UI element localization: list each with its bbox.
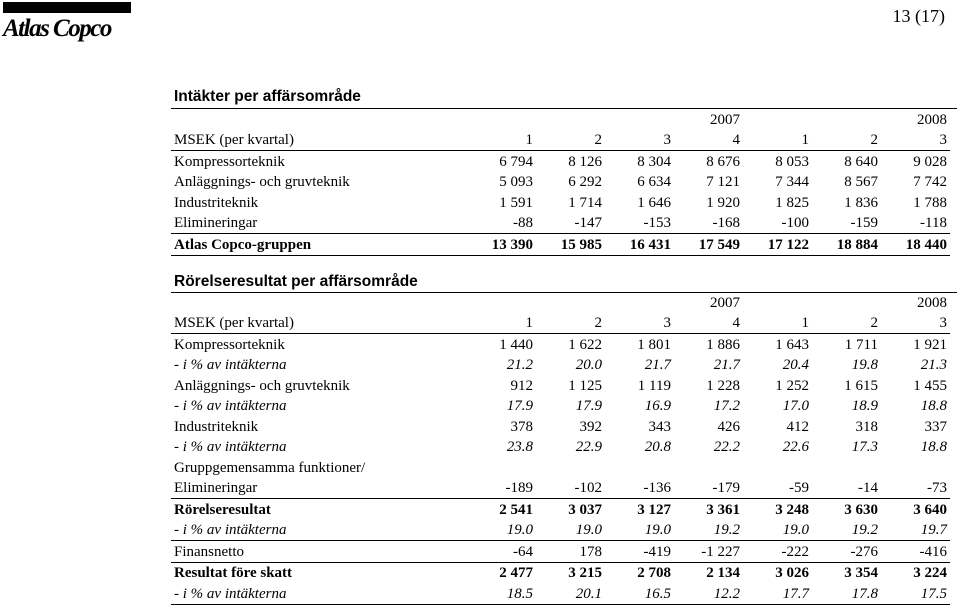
table-cell: 2 134 — [706, 565, 740, 581]
table-cell: -102 — [574, 480, 602, 496]
table-cell: 7 344 — [775, 174, 809, 190]
total-row — [171, 234, 950, 256]
table-cell: 23.8 — [506, 439, 533, 455]
revenue-table — [171, 109, 950, 256]
table-cell: 17.2 — [713, 398, 740, 414]
operating-profit-table — [171, 292, 950, 605]
table-cell: 1 440 — [499, 336, 533, 353]
year-cell — [536, 109, 605, 130]
table-cell: -118 — [920, 215, 947, 231]
table-cell: -222 — [743, 541, 812, 563]
table-cell: 3 224 — [913, 565, 947, 581]
header-cell: 1 — [743, 130, 812, 151]
table-cell: 343 — [648, 418, 671, 435]
table-cell: 1 714 — [568, 194, 602, 211]
section-title-operating-profit: Rörelseresultat per affärsområde — [174, 273, 418, 290]
table-row — [171, 375, 950, 396]
table-cell: -73 — [927, 480, 947, 496]
header-cell: 2 — [812, 313, 881, 334]
year-row — [171, 292, 950, 313]
table-cell: 1 622 — [568, 336, 602, 353]
year-cell — [171, 292, 467, 313]
year-row — [171, 109, 950, 130]
page-number: 13 (17) — [892, 6, 945, 26]
table-cell: 17.5 — [881, 583, 950, 604]
header-cell: 2 — [812, 130, 881, 151]
row-label: Elimineringar — [174, 480, 258, 496]
row-label: Finansnetto — [171, 541, 467, 563]
table-cell — [881, 457, 950, 478]
table-cell: 17.9 — [575, 398, 602, 414]
header-cell: 3 — [605, 130, 674, 151]
table-cell: 2 708 — [637, 565, 671, 581]
table-cell: 3 215 — [568, 565, 602, 581]
row-label: Anläggnings- och gruvteknik — [174, 174, 350, 190]
table-cell — [812, 457, 881, 478]
table-cell: 8 640 — [844, 153, 878, 170]
year-cell — [812, 292, 881, 313]
table-cell: 7 742 — [913, 174, 947, 190]
table-row — [171, 457, 950, 478]
table-row — [171, 213, 950, 234]
table-cell: 3 248 — [743, 499, 812, 520]
table-row — [171, 172, 950, 193]
row-label: - i % av intäkterna — [174, 357, 287, 373]
table-cell: 8 053 — [775, 153, 809, 170]
table-cell: 18.8 — [920, 398, 947, 414]
table-row — [171, 478, 950, 499]
table-cell: 318 — [855, 418, 878, 435]
row-label: Anläggnings- och gruvteknik — [174, 377, 350, 394]
table-cell: 6 292 — [568, 174, 602, 190]
table-cell: -136 — [643, 480, 671, 496]
table-cell: 19.0 — [605, 520, 674, 541]
table-cell: 3 037 — [536, 499, 605, 520]
percent-row — [171, 355, 950, 376]
table-cell: 5 093 — [499, 174, 533, 190]
header-cell: 2 — [536, 130, 605, 151]
header-cell: 4 — [674, 130, 743, 151]
table-cell: 8 676 — [706, 153, 740, 170]
year-cell — [467, 292, 536, 313]
table-cell: 18.8 — [920, 439, 947, 455]
year-cell — [467, 109, 536, 130]
header-row — [171, 313, 950, 334]
table-cell: 8 304 — [637, 153, 671, 170]
table-cell: 18 440 — [881, 234, 950, 256]
header-cell: 3 — [881, 130, 950, 151]
table-cell: -64 — [467, 541, 536, 563]
atlas-copco-logo — [3, 2, 131, 46]
table-cell: 19.8 — [851, 357, 878, 373]
row-label: Elimineringar — [174, 215, 258, 231]
table-cell: 22.6 — [782, 439, 809, 455]
table-cell: -1 227 — [674, 541, 743, 563]
table-cell: 19.0 — [743, 520, 812, 541]
table-cell: 17.0 — [782, 398, 809, 414]
table-cell: 1 921 — [913, 336, 947, 353]
year-cell: 2008 — [917, 111, 947, 128]
table-cell: 13 390 — [467, 234, 536, 256]
header-cell: 3 — [605, 313, 674, 334]
table-cell: 3 127 — [605, 499, 674, 520]
table-cell: 15 985 — [536, 234, 605, 256]
table-cell: 20.4 — [782, 357, 809, 373]
table-cell: 21.7 — [644, 357, 671, 373]
logo-wordmark: Atlas Copco — [3, 15, 111, 42]
table-cell: 7 121 — [706, 174, 740, 190]
table-cell: -88 — [513, 215, 533, 231]
table-cell: 178 — [536, 541, 605, 563]
year-cell — [743, 292, 812, 313]
table-cell: 1 646 — [637, 194, 671, 211]
header-cell: 3 — [881, 313, 950, 334]
table-cell: 21.3 — [920, 357, 947, 373]
table-cell: 2 477 — [499, 565, 533, 581]
table-cell: 3 630 — [812, 499, 881, 520]
row-label: Industriteknik — [174, 418, 259, 435]
row-label: Industriteknik — [174, 194, 259, 211]
table-cell: 22.2 — [713, 439, 740, 455]
table-cell — [674, 457, 743, 478]
percent-row — [171, 437, 950, 458]
table-cell: -416 — [881, 541, 950, 563]
table-cell: 19.2 — [812, 520, 881, 541]
table-row — [171, 541, 950, 563]
table-cell: 1 643 — [775, 336, 809, 353]
table-cell: 20.0 — [575, 357, 602, 373]
year-cell — [171, 109, 467, 130]
table-cell: -100 — [781, 215, 809, 231]
row-label: Kompressorteknik — [174, 153, 285, 170]
table-cell: 3 354 — [844, 565, 878, 581]
table-cell — [605, 457, 674, 478]
total-row — [171, 562, 950, 583]
table-cell: 6 794 — [499, 153, 533, 170]
table-cell: -276 — [812, 541, 881, 563]
table-cell: 1 825 — [775, 194, 809, 211]
table-cell: 17 122 — [743, 234, 812, 256]
header-cell: 1 — [467, 313, 536, 334]
year-cell: 2008 — [917, 294, 947, 311]
table-cell: 17.7 — [743, 583, 812, 604]
year-cell — [743, 109, 812, 130]
table-cell: -147 — [574, 215, 602, 231]
table-cell: -419 — [605, 541, 674, 563]
table-cell: 1 252 — [775, 377, 809, 394]
table-cell: -14 — [858, 480, 878, 496]
header-cell: 1 — [467, 130, 536, 151]
table-cell: 1 788 — [913, 194, 947, 211]
table-cell: 19.2 — [674, 520, 743, 541]
year-cell — [536, 292, 605, 313]
table-cell: -153 — [643, 215, 671, 231]
table-cell: 21.7 — [713, 357, 740, 373]
table-cell: 1 119 — [637, 377, 671, 394]
table-cell: 1 801 — [637, 336, 671, 353]
table-cell: 9 028 — [913, 153, 947, 170]
table-cell: 337 — [924, 418, 947, 435]
table-row — [171, 334, 950, 355]
table-cell: 426 — [717, 418, 740, 435]
table-cell — [536, 457, 605, 478]
table-cell: 6 634 — [637, 174, 671, 190]
row-label: Atlas Copco-gruppen — [171, 234, 467, 256]
header-cell: 2 — [536, 313, 605, 334]
row-label: - i % av intäkterna — [174, 439, 287, 455]
header-cell: MSEK (per kvartal) — [171, 313, 467, 334]
table-cell: 18.5 — [467, 583, 536, 604]
percent-row — [171, 520, 950, 541]
table-cell: 16 431 — [605, 234, 674, 256]
table-cell: 16.5 — [605, 583, 674, 604]
section-title-revenue: Intäkter per affärsområde — [174, 88, 361, 105]
table-cell: 3 026 — [775, 565, 809, 581]
table-cell: 912 — [510, 377, 533, 394]
table-cell: 16.9 — [644, 398, 671, 414]
table-cell: 19.7 — [881, 520, 950, 541]
year-cell — [605, 292, 674, 313]
table-cell: 1 125 — [568, 377, 602, 394]
row-label: Resultat före skatt — [174, 565, 293, 581]
table-cell: -59 — [789, 480, 809, 496]
table-cell: 2 541 — [467, 499, 536, 520]
table-cell: 8 567 — [844, 174, 878, 190]
table-cell: 1 615 — [844, 377, 878, 394]
table-cell: 17.9 — [506, 398, 533, 414]
table-row — [171, 416, 950, 437]
table-cell: 1 455 — [913, 377, 947, 394]
percent-row — [171, 583, 950, 604]
table-cell: 19.0 — [467, 520, 536, 541]
logo-bar — [3, 2, 131, 13]
table-cell: 8 126 — [568, 153, 602, 170]
table-cell: 19.0 — [536, 520, 605, 541]
table-cell: 3 361 — [674, 499, 743, 520]
table-cell: 20.1 — [536, 583, 605, 604]
table-cell — [467, 457, 536, 478]
year-cell: 2007 — [710, 294, 740, 311]
row-label: - i % av intäkterna — [171, 520, 467, 541]
header-cell: 4 — [674, 313, 743, 334]
table-cell: 1 836 — [844, 194, 878, 211]
table-cell: 20.8 — [644, 439, 671, 455]
table-cell: 378 — [510, 418, 533, 435]
table-cell: 1 886 — [706, 336, 740, 353]
table-cell: 17 549 — [674, 234, 743, 256]
row-label: Rörelseresultat — [171, 499, 467, 520]
table-cell: -168 — [712, 215, 740, 231]
table-cell: 18 884 — [812, 234, 881, 256]
header-cell: MSEK (per kvartal) — [171, 130, 467, 151]
table-row — [171, 192, 950, 213]
table-cell — [743, 457, 812, 478]
table-cell: 392 — [579, 418, 602, 435]
table-cell: -159 — [850, 215, 878, 231]
table-cell: 21.2 — [506, 357, 533, 373]
table-cell: -179 — [712, 480, 740, 496]
total-row — [171, 499, 950, 520]
table-cell: 1 920 — [706, 194, 740, 211]
header-cell: 1 — [743, 313, 812, 334]
row-label: Gruppgemensamma funktioner/ — [174, 459, 366, 476]
table-cell: 12.2 — [674, 583, 743, 604]
table-cell: 17.8 — [812, 583, 881, 604]
row-label: - i % av intäkterna — [174, 398, 287, 414]
table-cell: 22.9 — [575, 439, 602, 455]
year-cell — [605, 109, 674, 130]
row-label: Kompressorteknik — [174, 336, 285, 353]
year-cell: 2007 — [710, 111, 740, 128]
table-cell: 3 640 — [881, 499, 950, 520]
table-cell: 1 591 — [499, 194, 533, 211]
table-cell: -189 — [505, 480, 533, 496]
row-label: - i % av intäkterna — [171, 583, 467, 604]
table-cell: 17.3 — [851, 439, 878, 455]
table-cell: 18.9 — [851, 398, 878, 414]
header-row — [171, 130, 950, 151]
table-cell: 1 711 — [844, 336, 878, 353]
table-cell: 1 228 — [706, 377, 740, 394]
year-cell — [812, 109, 881, 130]
percent-row — [171, 396, 950, 417]
table-cell: 412 — [786, 418, 809, 435]
table-row — [171, 151, 950, 172]
